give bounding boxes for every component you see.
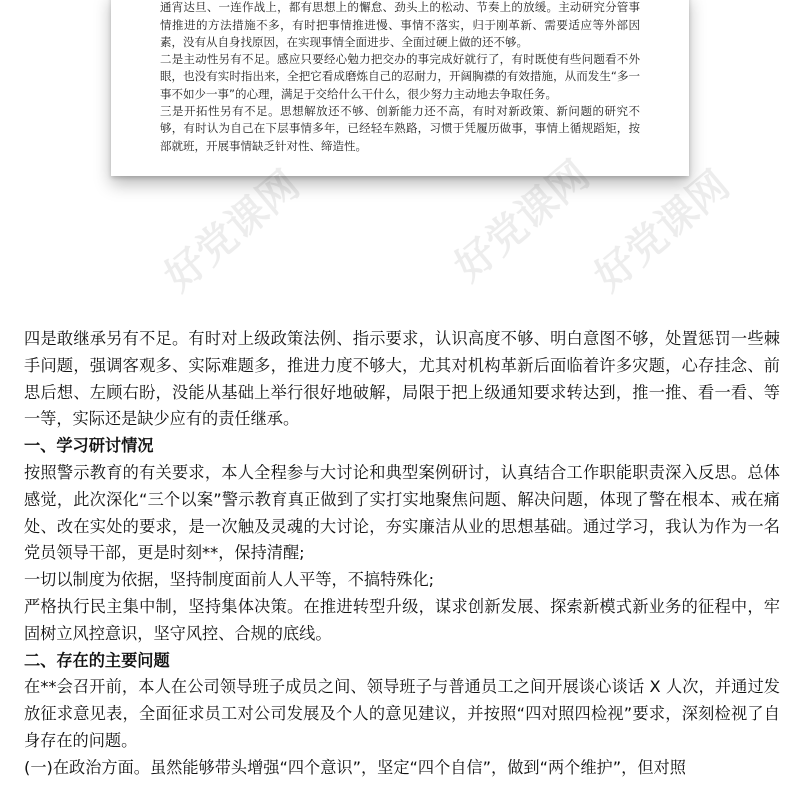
section-heading-2: 二、存在的主要问题	[24, 650, 170, 670]
preview-paragraph-1: 通宵达旦、一连作战上，都有思想上的懈怠、劲头上的松动、节奏上的放缓。主动研究分管事情推进的方法措施不多，有时把事情推进慢、事情不落实，归于刚革新、需要适应等外部因素，没有从自身找原因，在实现事情全面进步、全面过硬上做的还不够。	[160, 0, 640, 49]
preview-band	[0, 0, 800, 300]
paragraph: 严格执行民主集中制，坚持集体决策。在推进转型升级，谋求创新发展、探索新模式新业务的征程中，牢固树立风控意识，坚守风控、合规的底线。	[24, 596, 780, 643]
watermark: 好党课网	[156, 162, 309, 301]
document-body	[24, 326, 780, 782]
paragraph: 按照警示教育的有关要求，本人全程参与大讨论和典型案例研讨，认真结合工作职能职责深入反思。总体感觉，此次深化“三个以案”警示教育真正做到了实打实地聚焦问题、解决问题，体现了警在根本、戒在痛处、改在实处的要求，是一次触及灵魂的大讨论，夯实廉洁从业的思想基础。通过学习，我认为作为一名党员领导干部，更是时刻**，保持清醒;	[24, 462, 780, 563]
paragraph: 在**会召开前，本人在公司领导班子成员之间、领导班子与普通员工之间开展谈心谈话 X 人次，并通过发放征求意见表，全面征求员工对公司发展及个人的意见建议，并按照“四对照四检视”要求，深刻检视了自身存在的问题。	[24, 677, 780, 750]
watermark: 好党课网	[446, 152, 599, 291]
paragraph: 一切以制度为依据，坚持制度面前人人平等，不搞特殊化;	[24, 570, 435, 590]
section-heading-1: 一、学习研讨情况	[24, 436, 154, 456]
document-preview-card	[111, 0, 689, 176]
document-preview-text	[160, 0, 640, 155]
watermark: 好党课网	[586, 162, 739, 301]
preview-paragraph-2: 二是主动性另有不足。感应只要经心勉力把交办的事完成好就行了，有时既使有些问题看不外眼，也没有实时指出来，全把它看成磨炼自己的忍耐力，开阔胸襟的有效措施，从而发生“多一事不如少一事”的心理，满足于交给什么干什么，很少努力主动地去争取任务。	[160, 52, 640, 101]
paragraph-intro: 四是敢继承另有不足。有时对上级政策法例、指示要求，认识高度不够、明白意图不够，处置惩罚一些棘手问题，强调客观多、实际难题多，推进力度不够大，尤其对机构革新后面临着许多灾题，心存挂念、前思后想、左顾右盼，没能从基础上举行很好地破解，局限于把上级通知要求转达到，推一推、看一看、等一等，实际还是缺少应有的责任继承。	[24, 329, 780, 429]
paragraph: (一)在政治方面。虽然能够带头增强“四个意识”，坚定“四个自信”，做到“两个维护”，但对照	[24, 757, 686, 777]
preview-paragraph-3: 三是开拓性另有不足。思想解放还不够、创新能力还不高，有时对新政策、新问题的研究不够，有时认为自己在下层事情多年，已经轻车熟路，习惯于凭履历做事，事情上循规蹈矩，按部就班，开展事情缺乏针对性、缔造性。	[160, 104, 640, 153]
